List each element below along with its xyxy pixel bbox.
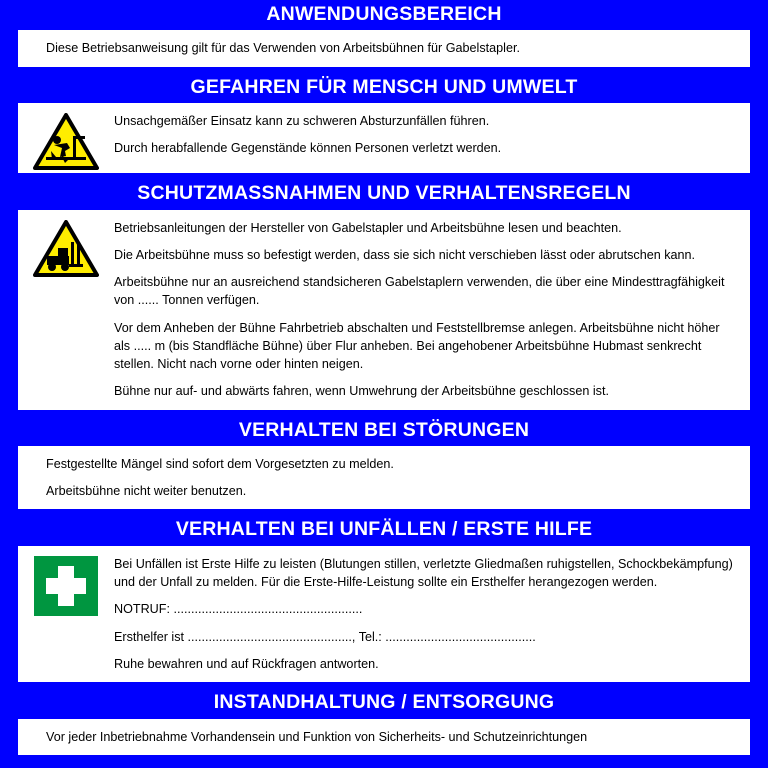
section-title-unfaelle: VERHALTEN BEI UNFÄLLEN / ERSTE HILFE — [175, 518, 593, 541]
text-line: Die Arbeitsbühne muss so befestigt werden, dass sie sich nicht verschieben lässt oder abrutschen kann. — [114, 247, 696, 262]
section-title-schutzmassnahmen: SCHUTZMASSNAHMEN UND VERHALTENSREGELN — [137, 182, 631, 205]
text-line: Ruhe bewahren und auf Rückfragen antworten. — [114, 656, 379, 671]
icon-column — [18, 546, 114, 682]
first-aid-icon — [34, 556, 98, 616]
section-title-anwendungsbereich: ANWENDUNGSBEREICH — [266, 3, 502, 25]
icon-column — [18, 103, 114, 173]
section-panel-gefahren — [18, 103, 750, 173]
text-line: Vor dem Anheben der Bühne Fahrbetrieb abschalten und Feststellbremse anlegen. Arbeitsbühne nicht höher als ..... m (bis Standfläche Bühne) über Flur anheben. Bei angehobener Arbeitsbühne Hubmast senkrecht stellen. Nicht nach vorne oder hinten neigen. — [114, 320, 720, 372]
section-text-stoerungen — [18, 446, 750, 510]
first-aider-field: Ersthelfer ist ..............................................., Tel.: ........................................... — [114, 629, 536, 644]
text-line: Bei Unfällen ist Erste Hilfe zu leisten (Blutungen stillen, verletzte Gliedmaßen ruhigstellen, Schockbekämpfung) und der Unfall zu melden. Für die Erste-Hilfe-Leistung sollte ein Ersthelfer herangezogen werden. — [114, 556, 733, 590]
section-panel-schutzmassnahmen — [18, 210, 750, 410]
text-line: Bühne nur auf- und abwärts fahren, wenn Umwehrung der Arbeitsbühne geschlossen ist. — [114, 384, 609, 399]
warning-forklift-icon — [33, 220, 99, 280]
section-text-instandhaltung — [18, 719, 750, 755]
text-line: Durch herabfallende Gegenstände können Personen verletzt werden. — [114, 141, 502, 156]
text-line: Vor jeder Inbetriebnahme Vorhandensein und Funktion von Sicherheits- und Schutzeinrichtungen — [46, 729, 588, 744]
text-line: Diese Betriebsanweisung gilt für das Verwenden von Arbeitsbühnen für Gabelstapler. — [46, 41, 520, 56]
text-line: Betriebsanleitungen der Hersteller von Gabelstapler und Arbeitsbühne lesen und beachten. — [114, 220, 622, 235]
section-title-instandhaltung: INSTANDHALTUNG / ENTSORGUNG — [213, 691, 555, 714]
section-text-anwendungsbereich — [18, 30, 750, 66]
section-text-schutzmassnahmen — [114, 210, 750, 410]
text-line: Arbeitsbühne nur an ausreichend standsicheren Gabelstaplern verwenden, die über eine Mindesttragfähigkeit von ...... Tonnen verfügen. — [114, 275, 725, 308]
section-panel-instandhaltung — [18, 719, 750, 755]
icon-column — [18, 210, 114, 410]
text-line: Festgestellte Mängel sind sofort dem Vorgesetzten zu melden. — [46, 456, 394, 471]
warning-fall-icon — [33, 113, 99, 173]
section-panel-anwendungsbereich — [18, 30, 750, 66]
text-line: Unsachgemäßer Einsatz kann zu schweren Absturzunfällen führen. — [114, 114, 490, 129]
section-panel-unfaelle — [18, 546, 750, 682]
section-title-stoerungen: VERHALTEN BEI STÖRUNGEN — [238, 418, 530, 441]
text-line: Arbeitsbühne nicht weiter benutzen. — [46, 484, 247, 499]
section-panel-stoerungen — [18, 446, 750, 510]
emergency-call-field: NOTRUF: ...................................................... — [114, 602, 363, 617]
section-text-gefahren — [114, 103, 750, 173]
section-text-unfaelle — [114, 546, 750, 682]
section-title-gefahren: GEFAHREN FÜR MENSCH UND UMWELT — [190, 75, 578, 98]
